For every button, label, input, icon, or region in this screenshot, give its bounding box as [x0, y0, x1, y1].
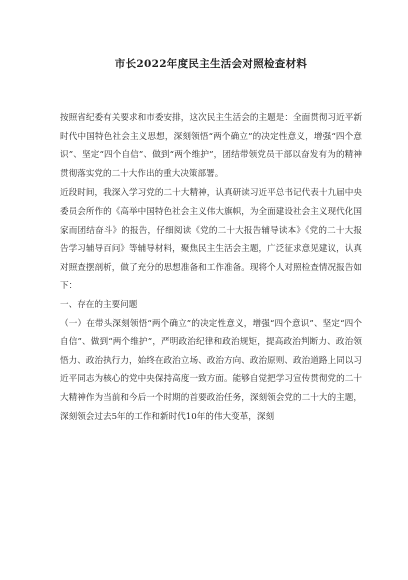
subsection-paragraph-1: （一）在带头深刻领悟“两个确立”的决定性意义，增强“四个意识”、坚定“四个自信”、做到“两个维护”，严明政治纪律和政治规矩，提高政治判断力、政治领悟力、政治执行力，始终在政治立场、政治方向、政治原则、政治道路上同以习近平同志为核心的党中央保持高度一致方面。能够自觉把学习宣传贯彻党的二十大精神作为当前和今后一个时期的首要政治任务，深刻领会党的二十大的主题，深刻领会过去5年的工作和新时代10年的伟大变革，深刻 — [60, 318, 362, 422]
intro-paragraph: 按照省纪委有关要求和市委安排，这次民主生活会的主题是：全面贯彻习近平新时代中国特色社会主义思想，深刻领悟“两个确立”的决定性意义，增强“四个意识”、坚定“四个自信”、做到“两个维护”，团结带领党员干部以奋发有为的精神贯彻落实党的二十大作出的重大决策部署。 — [60, 113, 362, 179]
study-paragraph: 近段时间，我深入学习党的二十大精神，认真研读习近平总书记代表十九届中央委员会所作的《高举中国特色社会主义伟大旗帜，为全面建设社会主义现代化国家而团结奋斗》的报告，仔细阅读《党的二十大报告辅导读本》《党的二十大报告学习辅导百问》等辅导材料，聚焦民主生活会主题，广泛征求意见建议，认真对照查摆剖析，做了充分的思想准备和工作准备。现将个人对照检查情况报告如下： — [60, 188, 362, 292]
section-heading-problems: 一、存在的主要问题 — [60, 299, 138, 310]
document-title: 市长2022年度民主生活会对照检查材料 — [114, 58, 308, 70]
